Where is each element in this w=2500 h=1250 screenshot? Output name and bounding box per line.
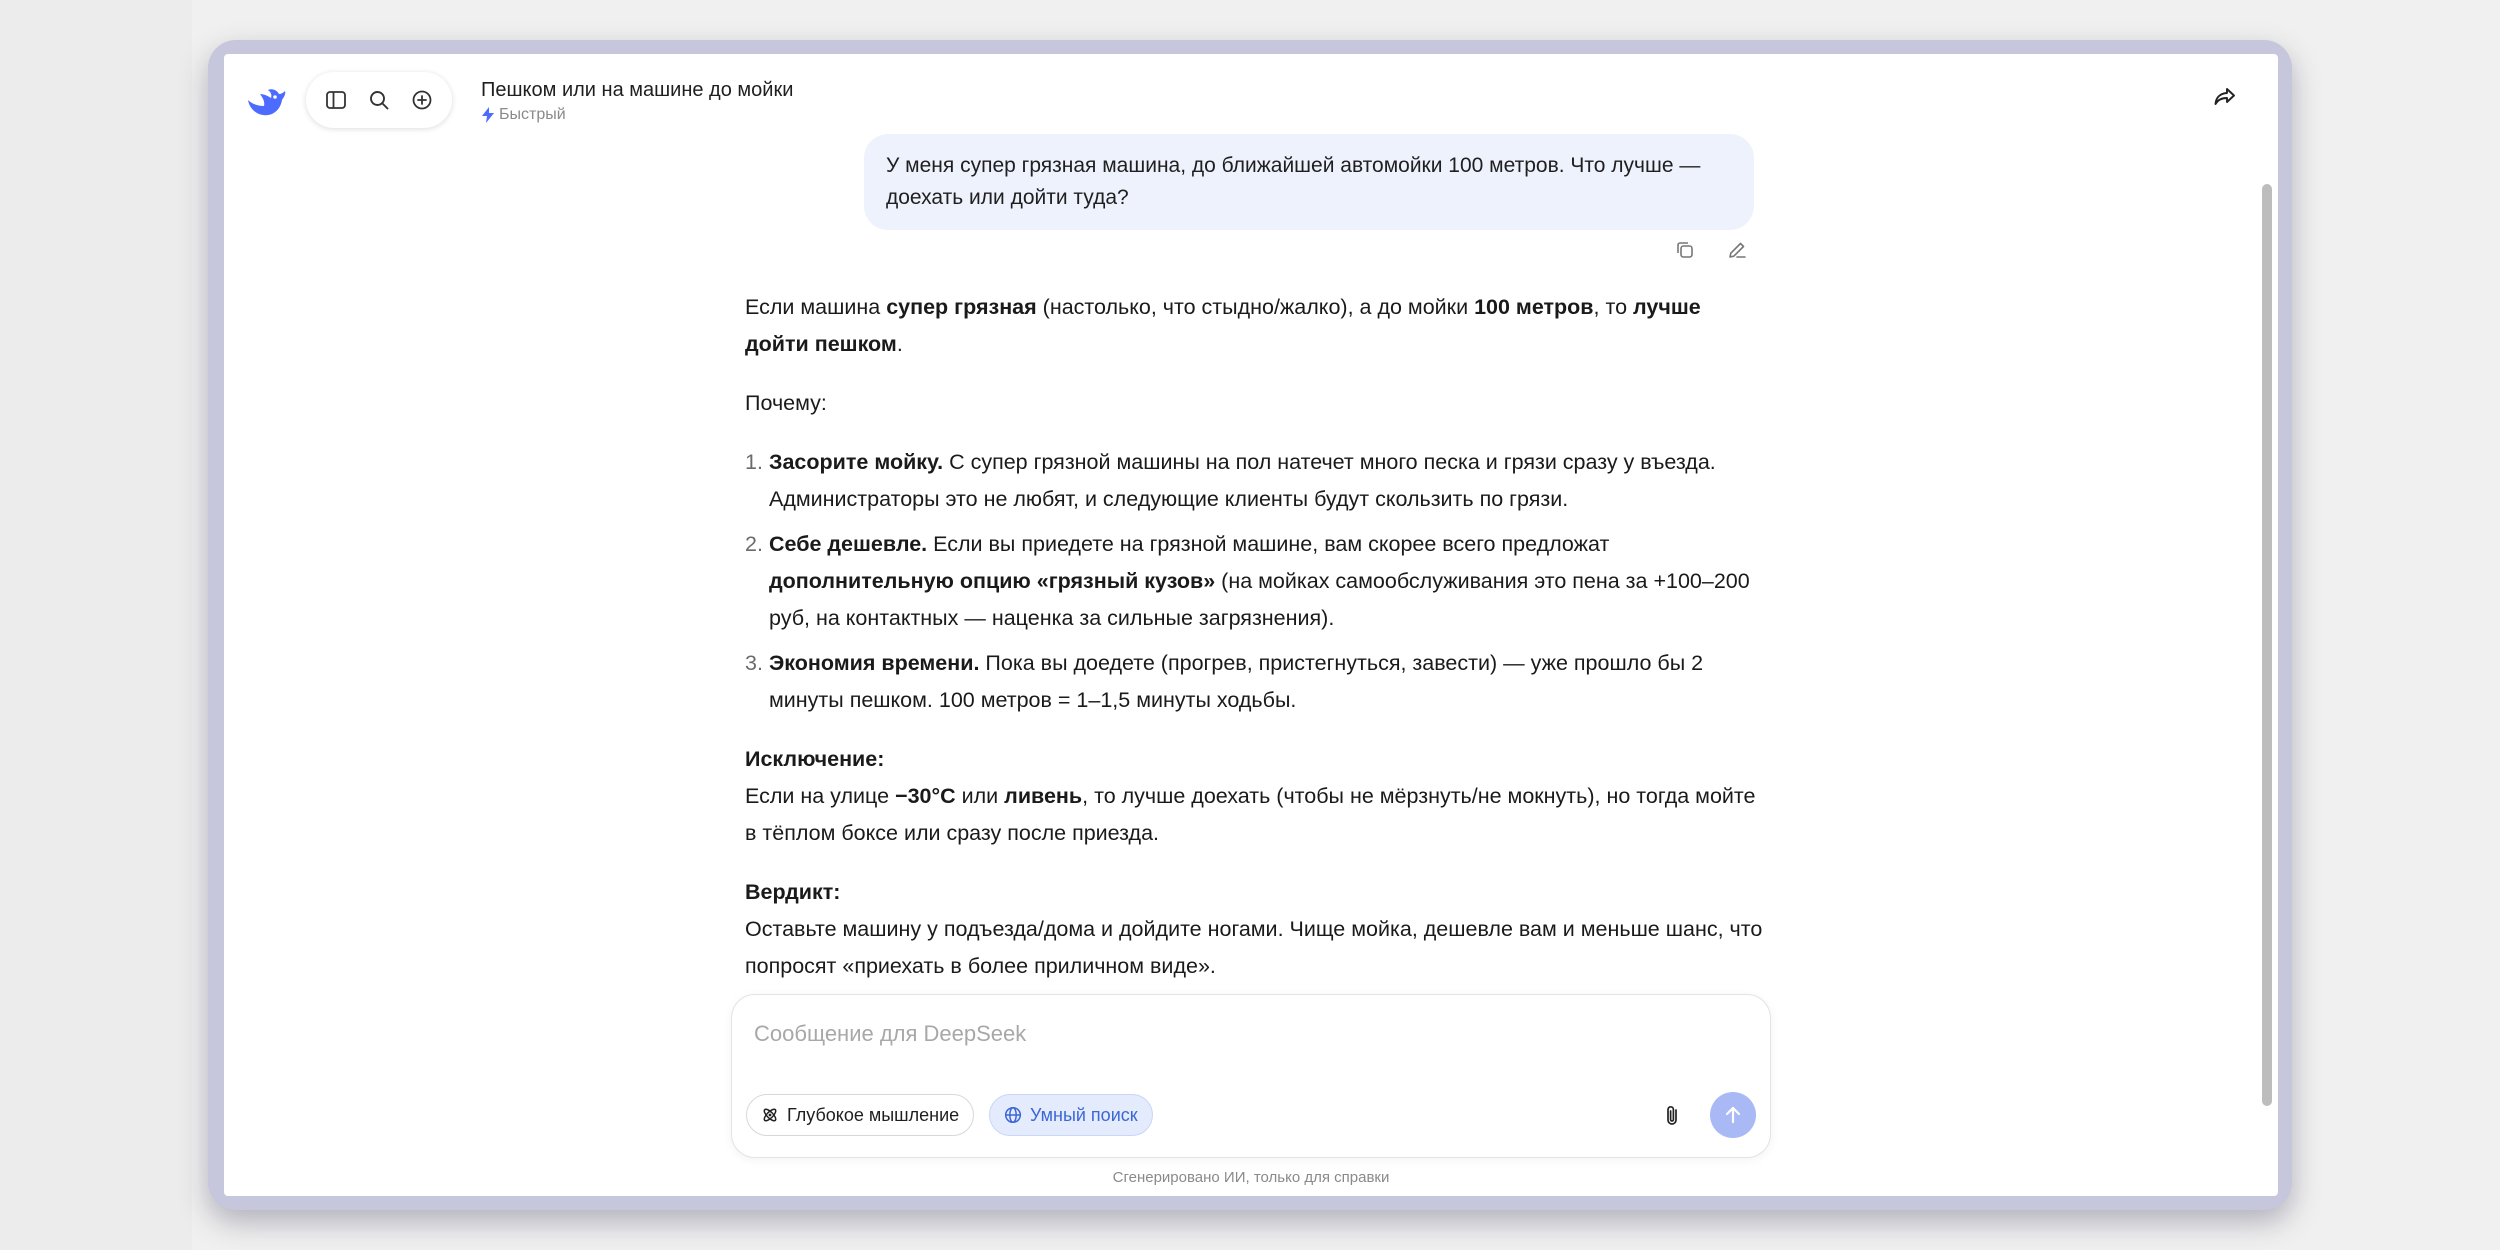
why-label: Почему: [745, 391, 827, 415]
lightning-icon [481, 107, 495, 123]
message-input[interactable] [752, 1013, 1656, 1055]
reasons-list [745, 444, 1763, 719]
user-message-actions [1669, 234, 1753, 266]
list-item: 3. Экономия времени. Пока вы доедете (прогрев, пристегнуться, завести) — уже прошло бы 2 минуты пешком. 100 метров = 1–1,5 минуты ходьбы. [745, 651, 1704, 712]
header-toolbar [306, 72, 452, 128]
app-window [224, 54, 2278, 1196]
user-message-bubble [864, 134, 1754, 230]
smart-search-label: Умный поиск [1030, 1104, 1138, 1125]
new-chat-button[interactable] [402, 80, 442, 120]
assistant-answer [745, 289, 1763, 985]
edit-icon [1726, 239, 1748, 261]
list-item: 2. Себе дешевле. Если вы приедете на грязной машине, вам скорее всего предложат дополнительную опцию «грязный кузов» (на мойках самообслуживания это пена за +100–200 руб, на контактных — наценка за сильные загрязнения). [745, 532, 1750, 630]
verdict-text: Оставьте машину у подъезда/дома и дойдите ногами. Чище мойка, дешевле вам и меньше шанс, что попросят «приехать в более приличном виде». [745, 917, 1763, 978]
search-button[interactable] [359, 80, 399, 120]
sidebar-toggle-button[interactable] [316, 80, 356, 120]
verdict-label: Вердикт: [745, 880, 841, 904]
copy-icon [1674, 239, 1696, 261]
mode-label: Быстрый [499, 106, 566, 123]
send-button[interactable] [1710, 1092, 1756, 1138]
globe-icon [1004, 1106, 1022, 1124]
search-icon [367, 88, 391, 112]
deep-think-label: Глубокое мышление [787, 1104, 960, 1125]
arrow-up-icon [1722, 1104, 1744, 1126]
deep-think-toggle[interactable] [746, 1094, 974, 1136]
background-left-panel [0, 0, 192, 1250]
answer-intro: Если машина супер грязная (настолько, что стыдно/жалко), а до мойки 100 метров, то лучше дойти пешком. [745, 295, 1701, 356]
chat-title[interactable]: Пешком или на машине до мойки [481, 79, 794, 101]
paperclip-icon [1662, 1104, 1684, 1128]
message-composer [731, 994, 1771, 1158]
sidebar-icon [324, 88, 348, 112]
exception-text: Если на улице −30°C или ливень, то лучше доехать (чтобы не мёрзнуть/не мокнуть), но тогда мойте в тёплом боксе или сразу после приезда. [745, 784, 1756, 845]
smart-search-toggle[interactable] [989, 1094, 1153, 1136]
new-chat-icon [410, 88, 434, 112]
attach-button[interactable] [1658, 1101, 1688, 1131]
atom-icon [761, 1106, 779, 1124]
exception-label: Исключение: [745, 747, 885, 771]
share-icon [2212, 84, 2238, 110]
copy-button[interactable] [1669, 234, 1701, 266]
list-item: 1. Засорите мойку. С супер грязной машины на пол натечет много песка и грязи сразу у въезда. Администраторы это не любят, и следующие клиенты будут скользить по грязи. [745, 450, 1716, 511]
scrollbar-thumb[interactable] [2262, 184, 2272, 1106]
disclaimer: Сгенерировано ИИ, только для справки [1112, 1169, 1390, 1186]
edit-button[interactable] [1721, 234, 1753, 266]
deepseek-logo-icon[interactable] [244, 80, 288, 124]
mode-indicator [481, 106, 566, 124]
user-message-text: У меня супер грязная машина, до ближайшей автомойки 100 метров. Что лучше — доехать или дойти туда? [886, 154, 1701, 209]
share-button[interactable] [2208, 80, 2242, 114]
